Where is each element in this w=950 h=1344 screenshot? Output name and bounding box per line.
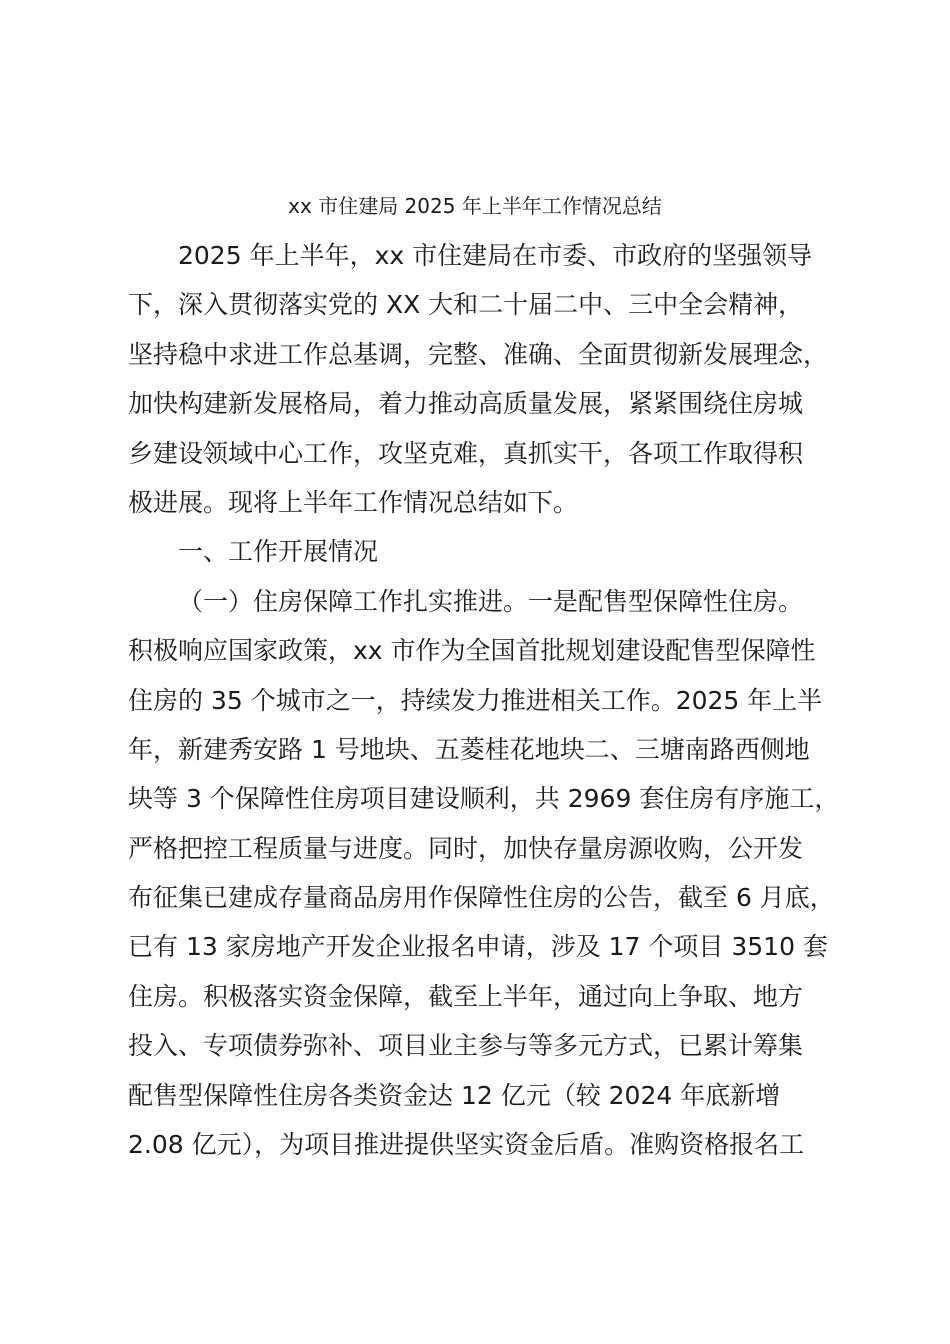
document-title: xx 市住建局 2025 年上半年工作情况总结 (288, 194, 662, 218)
paragraph-line: 加快构建新发展格局，着力推动高质量发展，紧紧围绕住房城 (128, 389, 804, 419)
paragraph-line: 已有 13 家房地产开发企业报名申请，涉及 17 个项目 3510 套 (128, 932, 828, 962)
paragraph-line: 住房。积极落实资金保障，截至上半年，通过向上争取、地方 (128, 981, 804, 1011)
paragraph-line: 坚持稳中求进工作总基调，完整、准确、全面贯彻新发展理念， (128, 339, 829, 369)
paragraph-line: 积极响应国家政策，xx 市作为全国首批规划建设配售型保障性 (128, 636, 816, 666)
paragraph-line: 一、工作开展情况 (178, 537, 379, 567)
paragraph-line: 2.08 亿元），为项目推进提供坚实资金后盾。准购资格报名工 (128, 1130, 805, 1160)
paragraph-line: 2025 年上半年，xx 市住建局在市委、市政府的坚强领导 (178, 241, 813, 270)
paragraph-line: （一）住房保障工作扎实推进。一是配售型保障性住房。 (178, 586, 804, 616)
paragraph-line: 年，新建秀安路 1 号地块、五菱桂花地块二、三塘南路西侧地 (128, 734, 810, 764)
paragraph-line: 乡建设领域中心工作，攻坚克难，真抓实干，各项工作取得积 (128, 438, 804, 468)
document-body (128, 231, 858, 1169)
paragraph-line: 块等 3 个保障性住房项目建设顺利，共 2969 套住房有序施工， (128, 784, 840, 814)
paragraph-line: 布征集已建成存量商品房用作保障性住房的公告，截至 6 月底， (128, 883, 835, 913)
paragraph-line: 下，深入贯彻落实党的 XX 大和二十届二中、三中全会精神， (128, 290, 804, 320)
paragraph-line: 配售型保障性住房各类资金达 12 亿元（较 2024 年底新增 (128, 1080, 781, 1110)
paragraph-line: 投入、专项债券弥补、项目业主参与等多元方式，已累计筹集 (128, 1031, 804, 1061)
paragraph-line: 严格把控工程质量与进度。同时，加快存量房源收购，公开发 (128, 833, 804, 863)
paragraph-line: 住房的 35 个城市之一，持续发力推进相关工作。2025 年上半 (128, 685, 823, 715)
paragraph-line: 极进展。现将上半年工作情况总结如下。 (128, 487, 579, 517)
